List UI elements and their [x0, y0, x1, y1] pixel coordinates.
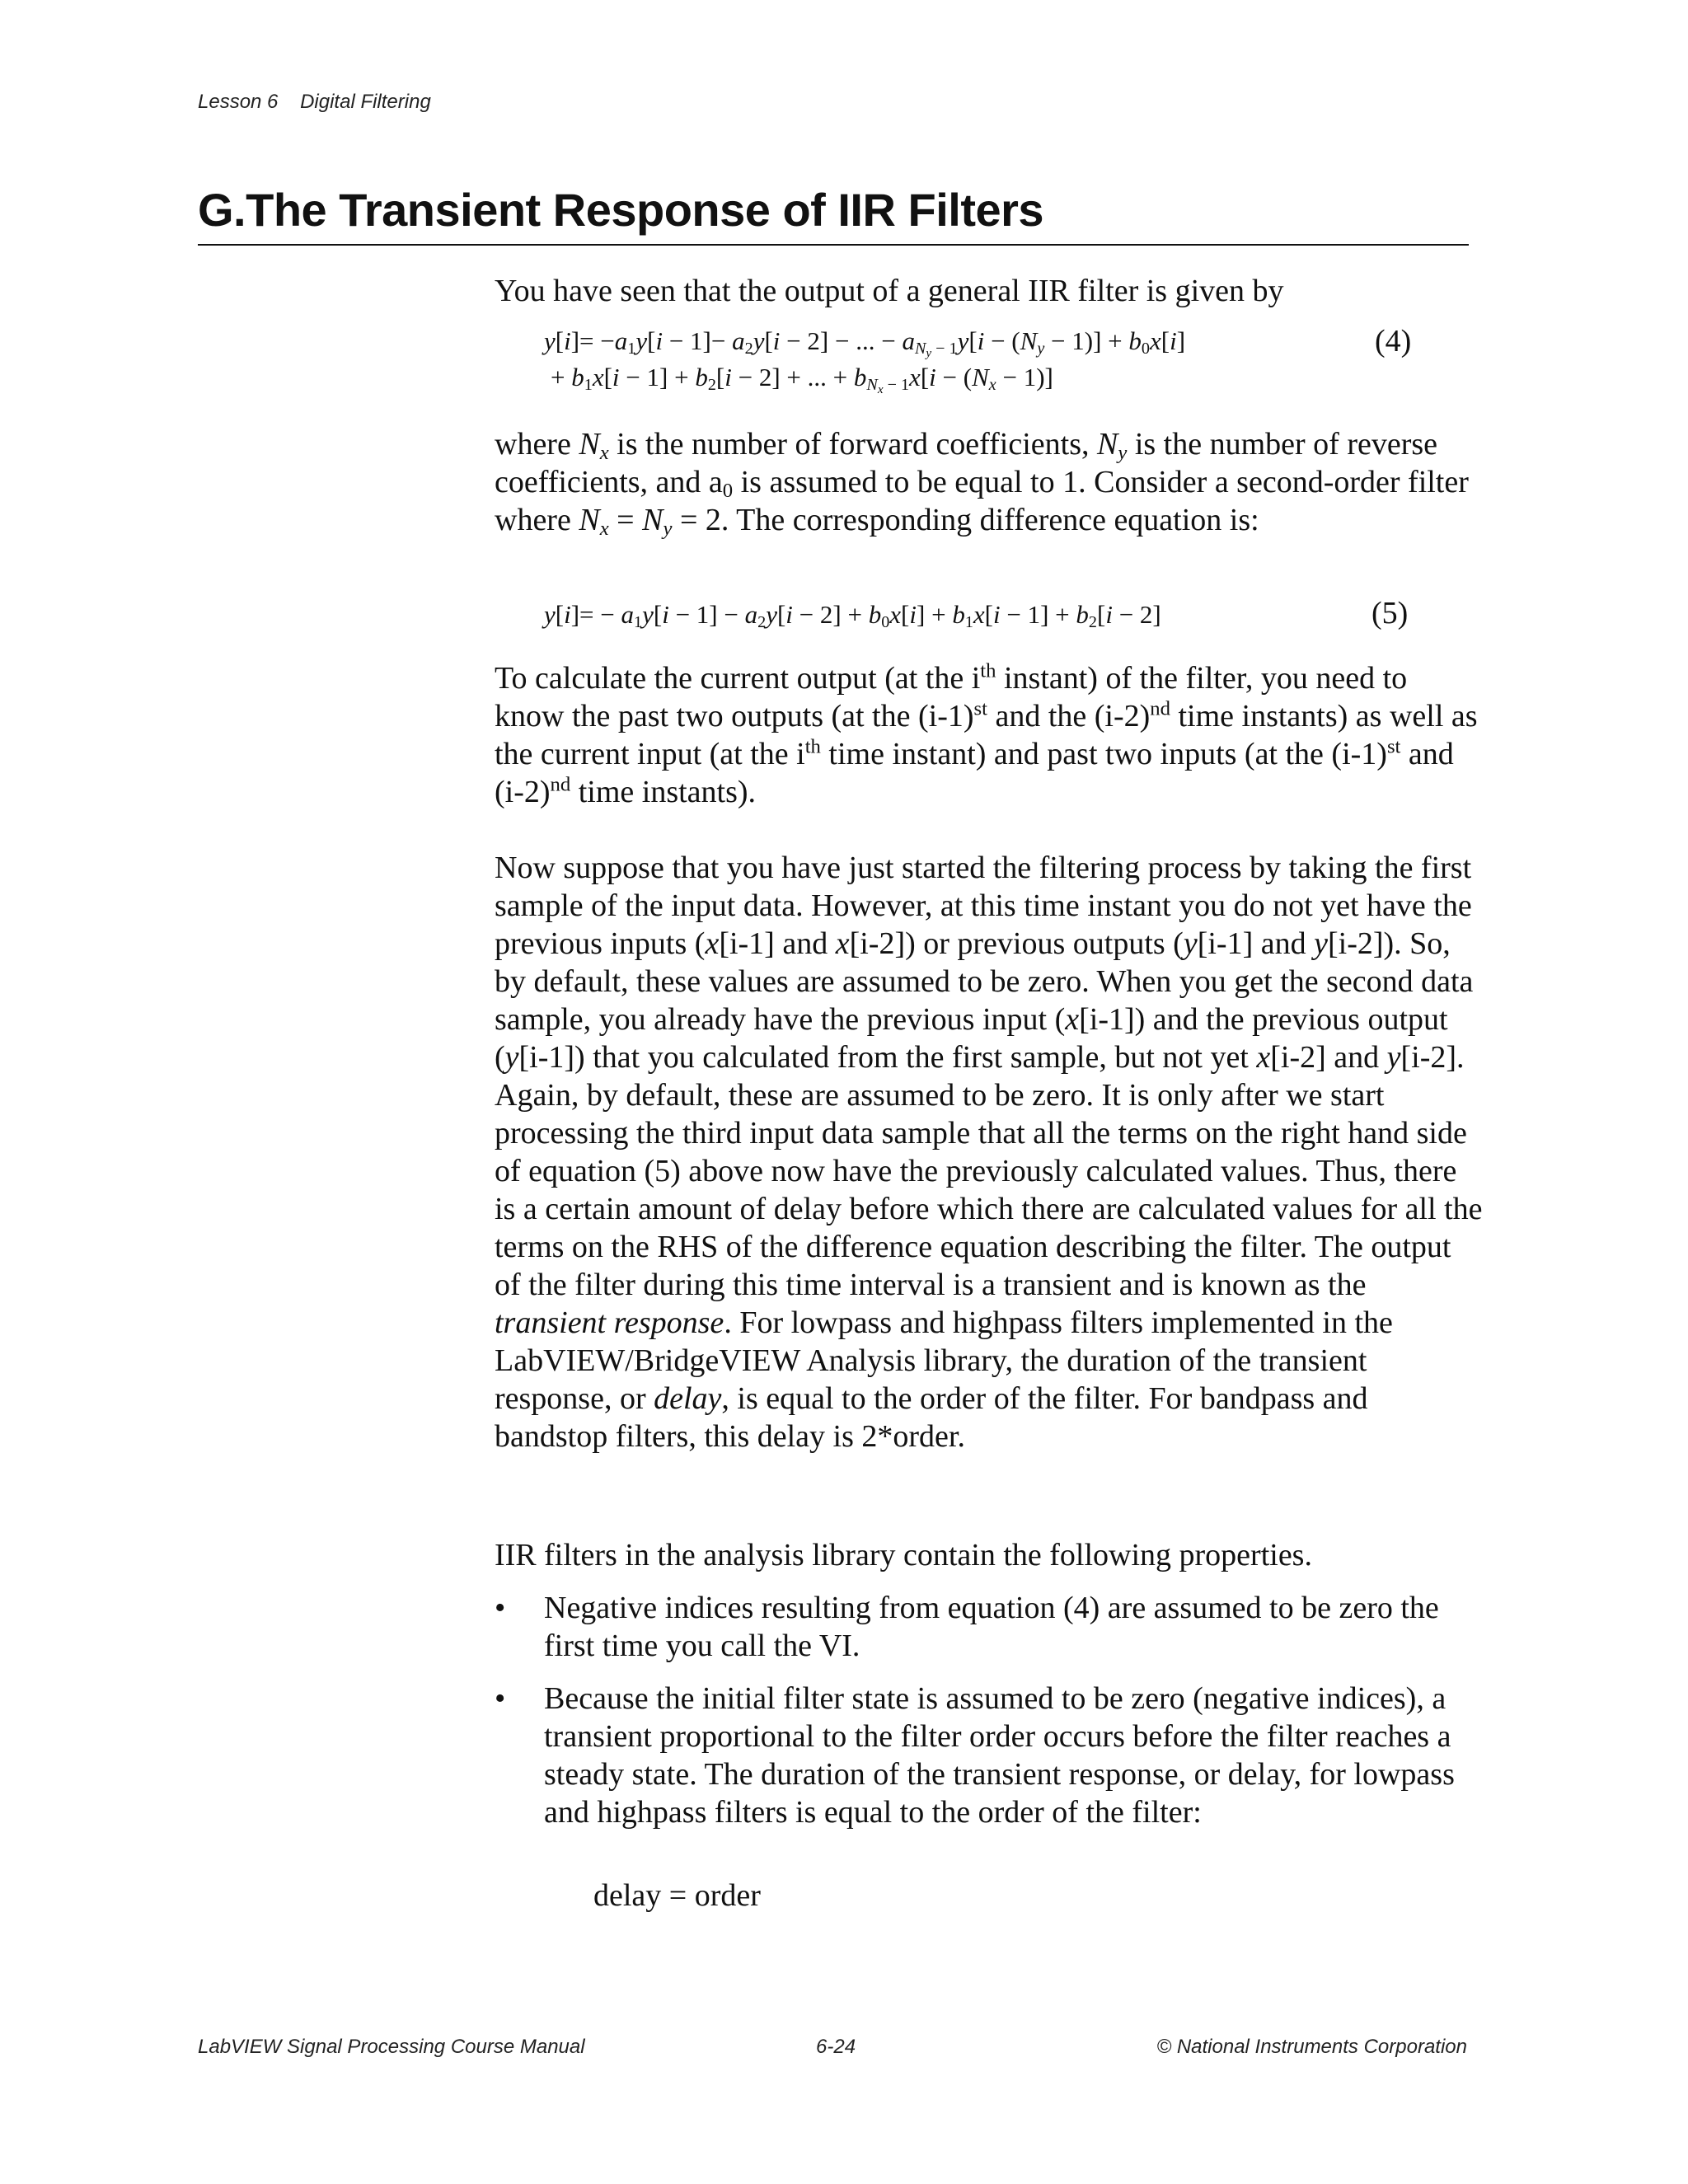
- section-title: G.The Transient Response of IIR Filters: [198, 183, 1469, 246]
- lesson-label: Lesson 6: [198, 91, 279, 113]
- bullet-marker: •: [495, 1681, 506, 1716]
- footer-manual-title: LabVIEW Signal Processing Course Manual: [198, 2036, 585, 2058]
- properties-intro-paragraph: IIR filters in the analysis library contain the following properties.: [495, 1538, 1312, 1572]
- current-output-paragraph: To calculate the current output (at the $i^{th}$ instant) of the filter, you need to know the past two outputs (at the $(i-1)^{st}$ and the $(i-2)^{nd}$ time instants) as well as the current input (at the $i^{th}$ time instant) and past two inputs (at the $(i-1)^{st}$ and $(i-2)^{nd}$ time instants).: [495, 659, 1478, 809]
- coefficients-paragraph: where $N_x$ is the number of forward coefficients, $N_y$ is the number of reverse coefficients, and $a_0$ is assumed to be equal to 1. Consider a second-order filter where $N_x = N_y = 2$. The corresponding difference equation is:: [495, 427, 1469, 541]
- bullet-text: Because the initial filter state is assumed to be zero (negative indices), a transient proportional to the filter order occurs before the filter reaches a steady state. The duration of the transient response, or delay, for lowpass and highpass filters is equal to the order of the filter:: [544, 1681, 1455, 1830]
- lesson-topic: Digital Filtering: [300, 91, 431, 113]
- equation-4-number: (4): [1375, 324, 1412, 359]
- footer-copyright: © National Instruments Corporation: [1156, 2036, 1467, 2058]
- running-header: [198, 91, 431, 114]
- equation-5-number: (5): [1372, 596, 1409, 630]
- bullet-marker: •: [495, 1591, 506, 1625]
- intro-paragraph: You have seen that the output of a general IIR filter is given by: [495, 274, 1284, 308]
- transient-explanation-paragraph: Now suppose that you have just started the filtering process by taking the first sample of the input data. However, at this time instant you do not yet have the previous inputs (x[i-1] and x[i-2]) or previous outputs (y[i-1] and y[i-2]). So, by default, these values are assumed to be zero. When you get the second data sample, you already have the previous input (x[i-1]) and the previous output (y[i-1]) that you calculated from the first sample, but not yet x[i-2] and y[i-2]. Again, by default, these are assumed to be zero. It is only after we start processing the third input data sample that all the terms on the right hand side of equation (5) above now have the previously calculated values. Thus, there is a certain amount of delay before which there are calculated values for all the terms on the RHS of the difference equation describing the filter. The output of the filter during this time interval is a transient and is known as the transient response. For lowpass and highpass filters implemented in the LabVIEW/BridgeVIEW Analysis library, the duration of the transient response, or delay, is equal to the order of the filter. For bandpass and bandstop filters, this delay is 2*order.: [495, 851, 1483, 1454]
- equation-5: $y[i]= - a_1y[i - 1] - a_2y[i - 2] + b_0x[i] + b_1x[i - 1] + b_2[i - 2]$: [544, 600, 1161, 632]
- bullet-text: Negative indices resulting from equation (4) are assumed to be zero the first time you call the VI.: [544, 1591, 1439, 1663]
- delay-formula: delay = order: [593, 1878, 761, 1913]
- footer-page-number: 6-24: [816, 2036, 856, 2058]
- equation-4-line-2: + $b_1x[i - 1] + b_2[i - 2]$ + ... + $b_{N_x - 1}x[i - (N_x - 1)]$: [551, 363, 1053, 396]
- equation-4-line-1: $y[i]= -a_1y[i - 1]- a_2y[i - 2]$ − ... − $a_{N_y - 1}y[i - (N_y - 1)] + b_0x[i]$: [544, 326, 1186, 360]
